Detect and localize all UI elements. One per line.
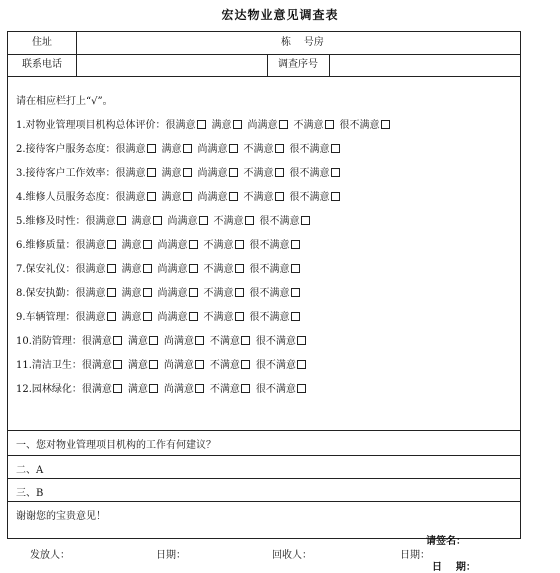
survey-no-label: 调查序号: [278, 59, 318, 70]
address-label: 住址: [32, 37, 52, 48]
building-room-label: 栋 号房: [281, 37, 324, 48]
checkbox[interactable]: [275, 144, 284, 153]
question-row: [16, 212, 316, 227]
option-label: 尚满意: [197, 192, 228, 203]
checkbox[interactable]: [149, 384, 158, 393]
checkbox[interactable]: [149, 336, 158, 345]
option-label: 很满意: [165, 120, 196, 131]
option-label: 满意: [127, 360, 148, 371]
option-label: 很满意: [85, 216, 116, 227]
checkbox[interactable]: [199, 216, 208, 225]
signature-field[interactable]: [480, 528, 516, 544]
option-label: 很不满意: [259, 216, 300, 227]
question-label: 1.对物业管理项目机构总体评价：: [16, 120, 166, 131]
checkbox[interactable]: [331, 168, 340, 177]
checkbox[interactable]: [235, 240, 244, 249]
checkbox[interactable]: [229, 168, 238, 177]
checkbox[interactable]: [245, 216, 254, 225]
checkbox[interactable]: [279, 120, 288, 129]
option-label: 尚满意: [197, 168, 228, 179]
issue-date-label: 日期：: [156, 550, 186, 561]
checkbox[interactable]: [291, 264, 300, 273]
checkbox[interactable]: [143, 312, 152, 321]
option-label: 很满意: [115, 168, 146, 179]
checkbox[interactable]: [381, 120, 390, 129]
checkbox[interactable]: [143, 288, 152, 297]
option-label: 很不满意: [249, 240, 290, 251]
checkbox[interactable]: [197, 120, 206, 129]
checkbox[interactable]: [107, 288, 116, 297]
checkbox[interactable]: [147, 168, 156, 177]
option-label: 很不满意: [249, 288, 290, 299]
checkbox[interactable]: [331, 144, 340, 153]
checkbox[interactable]: [117, 216, 126, 225]
option-label: 很不满意: [249, 264, 290, 275]
question-label: 2.接待客户服务态度：: [16, 144, 116, 155]
option-label: 很不满意: [289, 144, 330, 155]
date-label: 日 期：: [432, 562, 476, 573]
option-label: 不满意: [203, 288, 234, 299]
checkbox[interactable]: [195, 360, 204, 369]
questions-section: [8, 76, 520, 431]
option-label: 满意: [161, 192, 182, 203]
checkbox[interactable]: [195, 336, 204, 345]
option-label: 不满意: [209, 336, 240, 347]
checkbox[interactable]: [107, 264, 116, 273]
checkbox[interactable]: [143, 264, 152, 273]
question-row: [16, 164, 346, 179]
option-label: 不满意: [243, 192, 274, 203]
option-label: 很不满意: [255, 336, 296, 347]
phone-row: [8, 54, 520, 77]
collect-date-label: 日期：: [400, 550, 430, 561]
question-row: [16, 116, 396, 131]
option-label: 满意: [127, 336, 148, 347]
checkbox[interactable]: [147, 192, 156, 201]
option-label: 尚满意: [163, 336, 194, 347]
option-label: 满意: [121, 240, 142, 251]
option-label: 尚满意: [163, 384, 194, 395]
option-label: 尚满意: [247, 120, 278, 131]
checkbox[interactable]: [235, 264, 244, 273]
question-label: 7.保安礼仪：: [16, 264, 76, 275]
collector-label: 回收人：: [272, 550, 312, 561]
suggestion-a-label: 二、A: [16, 465, 44, 476]
suggestion-question: 一、您对物业管理项目机构的工作有何建议？: [16, 440, 216, 451]
question-label: 12.园林绿化：: [16, 384, 82, 395]
question-label: 10.消防管理：: [16, 336, 82, 347]
option-label: 不满意: [243, 168, 274, 179]
option-label: 很满意: [75, 240, 106, 251]
checkbox[interactable]: [153, 216, 162, 225]
question-row: [16, 284, 306, 299]
checkbox[interactable]: [107, 240, 116, 249]
checkbox[interactable]: [189, 288, 198, 297]
option-label: 很不满意: [255, 360, 296, 371]
checkbox[interactable]: [241, 360, 250, 369]
checkbox[interactable]: [241, 384, 250, 393]
suggestion-b-row[interactable]: [8, 479, 520, 502]
option-label: 满意: [161, 168, 182, 179]
question-label: 9.车辆管理：: [16, 312, 76, 323]
option-label: 满意: [131, 216, 152, 227]
checkbox[interactable]: [149, 360, 158, 369]
option-label: 很满意: [81, 336, 112, 347]
option-label: 满意: [121, 312, 142, 323]
checkbox[interactable]: [183, 192, 192, 201]
checkbox[interactable]: [291, 312, 300, 321]
option-label: 尚满意: [197, 144, 228, 155]
checkbox[interactable]: [275, 168, 284, 177]
option-label: 不满意: [213, 216, 244, 227]
checkbox[interactable]: [229, 192, 238, 201]
option-label: 很满意: [75, 312, 106, 323]
option-label: 尚满意: [157, 240, 188, 251]
question-label: 8.保安执勤：: [16, 288, 76, 299]
option-label: 不满意: [243, 144, 274, 155]
checkbox[interactable]: [189, 264, 198, 273]
checkbox[interactable]: [107, 312, 116, 321]
option-label: 很满意: [81, 360, 112, 371]
issuer-label: 发放人：: [30, 550, 70, 561]
checkbox[interactable]: [229, 144, 238, 153]
checkbox[interactable]: [275, 192, 284, 201]
question-row: [16, 356, 312, 371]
question-row: [16, 308, 306, 323]
question-row: [16, 236, 306, 251]
checkbox[interactable]: [113, 360, 122, 369]
checkbox[interactable]: [235, 288, 244, 297]
checkbox[interactable]: [297, 336, 306, 345]
checkbox[interactable]: [195, 384, 204, 393]
sign-label: 请签名：: [426, 536, 466, 547]
option-label: 不满意: [203, 240, 234, 251]
form-title: 宏达物业意见调查表: [221, 8, 339, 22]
question-label: 3.接待客户工作效率：: [16, 168, 116, 179]
checkbox[interactable]: [331, 192, 340, 201]
option-label: 尚满意: [163, 360, 194, 371]
option-label: 很满意: [75, 288, 106, 299]
checkbox[interactable]: [189, 312, 198, 321]
option-label: 很不满意: [289, 168, 330, 179]
checkbox[interactable]: [301, 216, 310, 225]
option-label: 很不满意: [255, 384, 296, 395]
checkbox[interactable]: [183, 144, 192, 153]
option-label: 满意: [121, 264, 142, 275]
address-row: [8, 32, 520, 55]
option-label: 满意: [127, 384, 148, 395]
option-label: 很满意: [75, 264, 106, 275]
suggestion-question-row: [8, 430, 520, 456]
option-label: 不满意: [209, 384, 240, 395]
instruction-text: 请在相应栏打上“√”。: [16, 96, 113, 107]
option-label: 很不满意: [249, 312, 290, 323]
option-label: 不满意: [293, 120, 324, 131]
question-row: [16, 260, 306, 275]
checkbox[interactable]: [297, 384, 306, 393]
phone-field[interactable]: [76, 54, 267, 76]
question-label: 11.清洁卫生：: [16, 360, 82, 371]
option-label: 尚满意: [157, 288, 188, 299]
question-label: 5.维修及时性：: [16, 216, 86, 227]
option-label: 尚满意: [157, 264, 188, 275]
checkbox[interactable]: [183, 168, 192, 177]
phone-label: 联系电话: [22, 59, 62, 70]
option-label: 满意: [211, 120, 232, 131]
option-label: 尚满意: [157, 312, 188, 323]
option-label: 很满意: [115, 192, 146, 203]
option-label: 不满意: [203, 312, 234, 323]
option-label: 尚满意: [167, 216, 198, 227]
checkbox[interactable]: [113, 384, 122, 393]
thanks-text: 谢谢您的宝贵意见！: [16, 511, 106, 522]
checkbox[interactable]: [113, 336, 122, 345]
question-row: [16, 140, 346, 155]
checkbox[interactable]: [291, 288, 300, 297]
option-label: 满意: [161, 144, 182, 155]
checkbox[interactable]: [235, 312, 244, 321]
option-label: 很满意: [81, 384, 112, 395]
survey-no-field[interactable]: [329, 54, 522, 76]
suggestion-b-label: 三、B: [16, 488, 44, 499]
address-field[interactable]: [76, 32, 522, 54]
option-label: 很满意: [115, 144, 146, 155]
suggestion-a-row[interactable]: [8, 456, 520, 479]
checkbox[interactable]: [241, 336, 250, 345]
question-row: [16, 188, 346, 203]
question-label: 6.维修质量：: [16, 240, 76, 251]
question-row: [16, 380, 312, 395]
checkbox[interactable]: [143, 240, 152, 249]
checkbox[interactable]: [147, 144, 156, 153]
option-label: 不满意: [203, 264, 234, 275]
option-label: 很不满意: [339, 120, 380, 131]
checkbox[interactable]: [325, 120, 334, 129]
checkbox[interactable]: [297, 360, 306, 369]
option-label: 满意: [121, 288, 142, 299]
checkbox[interactable]: [233, 120, 242, 129]
option-label: 不满意: [209, 360, 240, 371]
checkbox[interactable]: [291, 240, 300, 249]
question-row: [16, 332, 312, 347]
option-label: 很不满意: [289, 192, 330, 203]
checkbox[interactable]: [189, 240, 198, 249]
question-label: 4.维修人员服务态度：: [16, 192, 116, 203]
